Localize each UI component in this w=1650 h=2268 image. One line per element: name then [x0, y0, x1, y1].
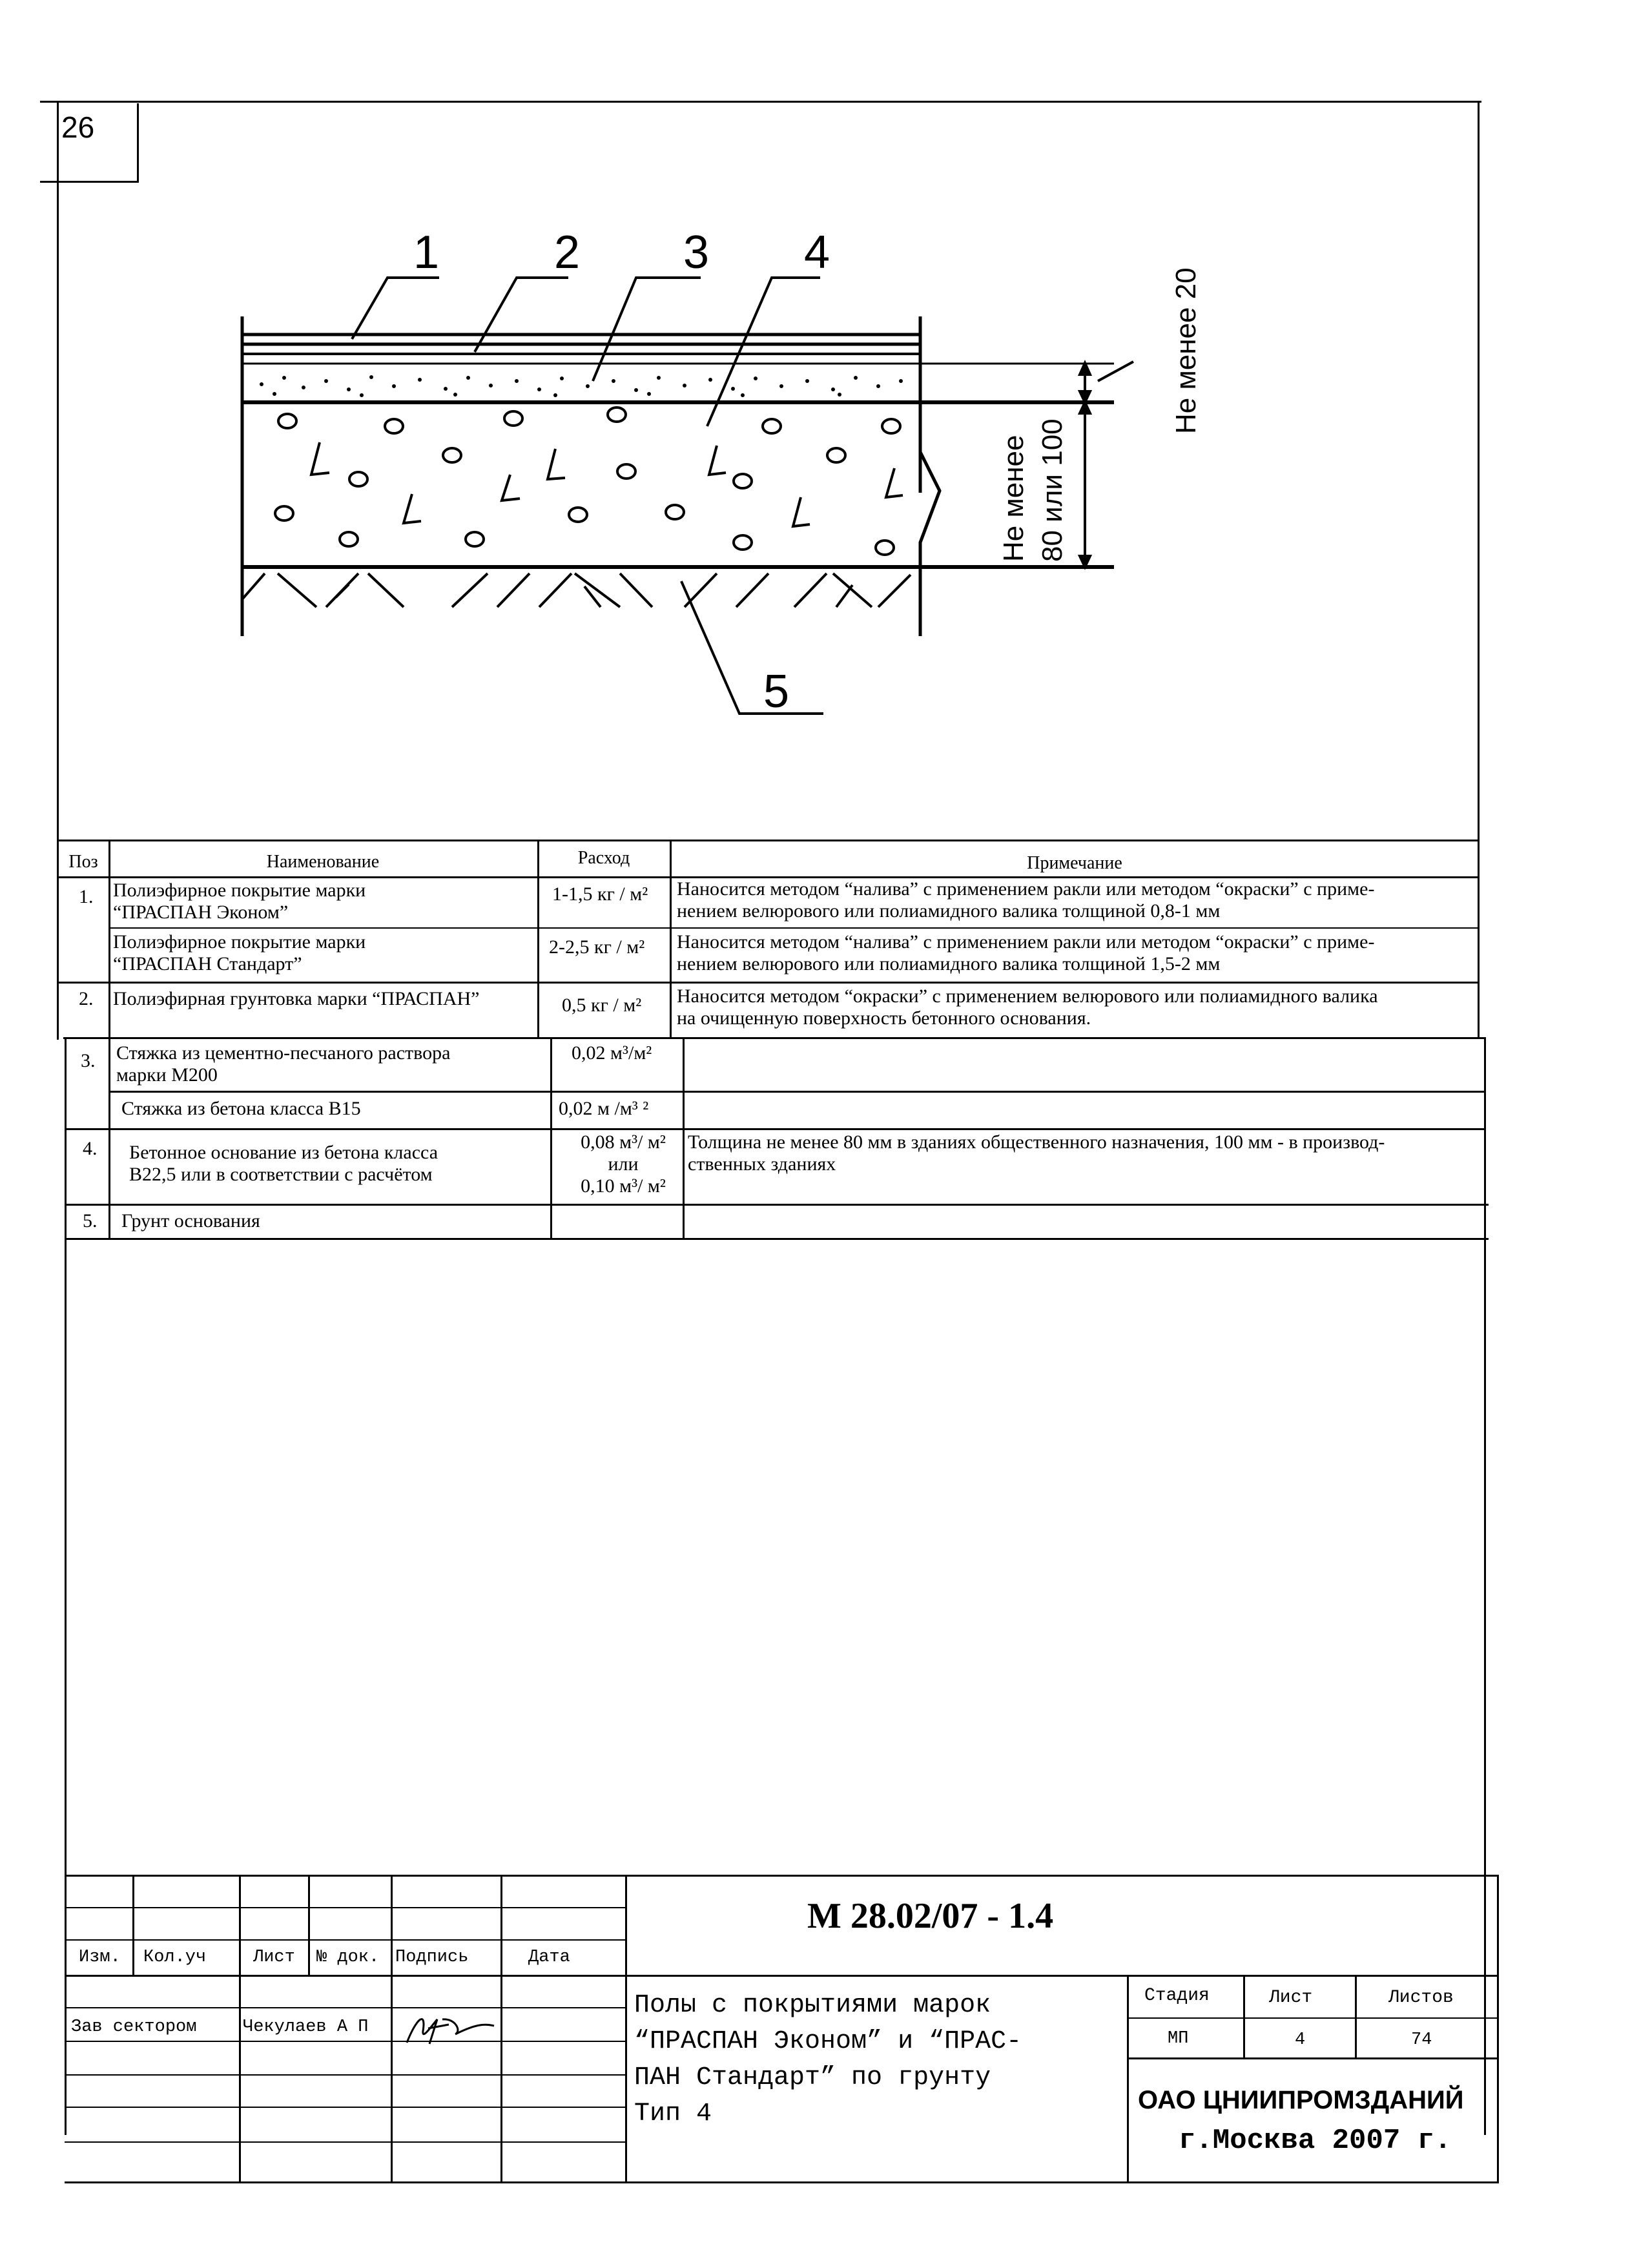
col-signature: Подпись: [395, 1948, 469, 1967]
row2-note: Наносится методом “окраски” с применением велюрового или полиамидного валика на очищенную поверхность бетонного основания.: [677, 985, 1378, 1029]
stamp-line: [1497, 1875, 1499, 2183]
table-line: [1478, 840, 1480, 1038]
row1-pos: 1.: [79, 886, 94, 907]
label-sheets: Листов: [1388, 1988, 1454, 2008]
row3b-rate: 0,02 м /м³ ²: [559, 1098, 649, 1119]
col-list: Лист: [253, 1948, 295, 1967]
value-stage: МП: [1168, 2029, 1189, 2048]
stamp-line: [1243, 1975, 1245, 2059]
row1b-note: Наносится методом “налива” с применением ракли или методом “окраски” с приме- нением велюрового или полиамидного валика толщиной 1,5-2 мм: [677, 931, 1375, 974]
row3-rate: 0,02 м³/м²: [572, 1042, 652, 1064]
stamp-line: [132, 1875, 134, 1976]
stamp-line: [500, 1875, 502, 2183]
table-line: [537, 840, 539, 1038]
row3-pos: 3.: [81, 1050, 96, 1071]
table-line: [57, 840, 1480, 841]
stamp-line: [308, 1875, 310, 1976]
stamp-line: [65, 1907, 626, 1908]
stamp-line: [1355, 1975, 1357, 2059]
stamp-line: [65, 2074, 626, 2076]
stamp-line: [65, 1875, 1498, 1877]
table-line: [65, 1204, 1489, 1206]
dim-label-bottom-line1: Не менее: [998, 435, 1029, 562]
row3b-name: Стяжка из бетона класса В15: [121, 1098, 361, 1119]
stamp-line: [1127, 1975, 1129, 2183]
stamp-line: [65, 2141, 626, 2143]
row4-pos: 4.: [83, 1138, 98, 1159]
row5-pos: 5.: [83, 1210, 98, 1232]
stamp-person: Чекулаев А П: [243, 2017, 369, 2037]
header-name: Наименование: [266, 852, 380, 872]
stamp-line: [65, 1939, 626, 1941]
stamp-line: [65, 2007, 626, 2008]
stamp-line: [65, 1975, 626, 1977]
row1b-rate: 2-2,5 кг / м²: [549, 936, 645, 958]
table-line: [63, 1037, 1486, 1039]
stamp-line: [65, 2041, 626, 2042]
table-line: [108, 1091, 1486, 1093]
header-rate: Расход: [577, 848, 630, 868]
doc-code: М 28.02/07 - 1.4: [807, 1896, 1054, 1936]
label-sheet: Лист: [1269, 1988, 1313, 2008]
table-line: [1484, 1037, 1486, 2135]
row2-rate: 0,5 кг / м²: [562, 995, 642, 1016]
row5-name: Грунт основания: [121, 1210, 260, 1232]
value-sheet: 4: [1295, 2030, 1306, 2050]
row4-note: Толщина не менее 80 мм в зданиях общественного назначения, 100 мм - в производ- ственных зданиях: [688, 1131, 1385, 1175]
stamp-line: [625, 1975, 1498, 1977]
signature-image: [397, 2005, 500, 2050]
table-line: [550, 1037, 552, 1240]
dim-label-bottom-line2: 80 или 100: [1036, 418, 1068, 562]
table-line: [65, 1037, 67, 2135]
drawing-title: Полы с покрытиями марок “ПРАСПАН Эконом” и “ПРАС- ПАН Стандарт” по грунту Тип 4: [634, 1991, 1022, 2129]
header-pos: Поз: [68, 852, 98, 872]
col-kol-uch: Кол.уч: [143, 1948, 207, 1967]
table-line: [57, 982, 1480, 984]
stamp-line: [1127, 2057, 1498, 2059]
col-doc-no: № док.: [316, 1948, 380, 1967]
row4-name: Бетонное основание из бетона класса В22,5 или в соответствии с расчётом: [129, 1142, 438, 1185]
row1b-name: Полиэфирное покрытие марки “ПРАСПАН Стандарт”: [113, 931, 366, 974]
table-line: [65, 1128, 1486, 1130]
stamp-role: Зав сектором: [71, 2017, 197, 2037]
col-date: Дата: [528, 1948, 570, 1967]
stamp-line: [1127, 2017, 1498, 2019]
stamp-line: [65, 2181, 1498, 2183]
callout-4: 4: [804, 227, 830, 278]
row2-pos: 2.: [79, 988, 94, 1009]
org-name: ОАО ЦНИИПРОМЗДАНИЙ: [1138, 2086, 1464, 2114]
value-sheets: 74: [1411, 2030, 1432, 2050]
org-city: г.Москва 2007 г.: [1179, 2125, 1452, 2157]
table-line: [65, 1238, 1489, 1240]
header-note: Примечание: [1027, 853, 1122, 873]
row1-name: Полиэфирное покрытие марки “ПРАСПАН Эконом”: [113, 880, 366, 923]
col-izm: Изм.: [79, 1948, 121, 1967]
stamp-line: [239, 1875, 241, 2183]
table-line: [108, 840, 110, 1240]
label-stage: Стадия: [1144, 1986, 1210, 2006]
row2-name: Полиэфирная грунтовка марки “ПРАСПАН”: [113, 988, 480, 1009]
stamp-line: [625, 1875, 627, 2183]
table-line: [108, 927, 1480, 929]
row1-rate: 1-1,5 кг / м²: [552, 883, 648, 905]
callout-1: 1: [413, 227, 440, 278]
row4-rate: 0,08 м³/ м² или 0,10 м³/ м²: [581, 1131, 666, 1197]
stamp-line: [391, 1875, 393, 2183]
dim-label-top: Не менее 20: [1170, 267, 1202, 434]
table-line: [683, 1037, 685, 1240]
callout-5: 5: [763, 666, 790, 717]
callout-2: 2: [554, 227, 581, 278]
floor-section-drawing: [0, 0, 1650, 840]
row3-name: Стяжка из цементно-песчаного раствора марки М200: [116, 1042, 451, 1086]
stamp-line: [65, 2107, 626, 2108]
row1-note: Наносится методом “налива” с применением ракли или методом “окраски” с приме- нением велюрового или полиамидного валика толщиной 0,8-1 мм: [677, 878, 1375, 922]
page-number: 26: [61, 110, 95, 144]
callout-3: 3: [683, 227, 710, 278]
